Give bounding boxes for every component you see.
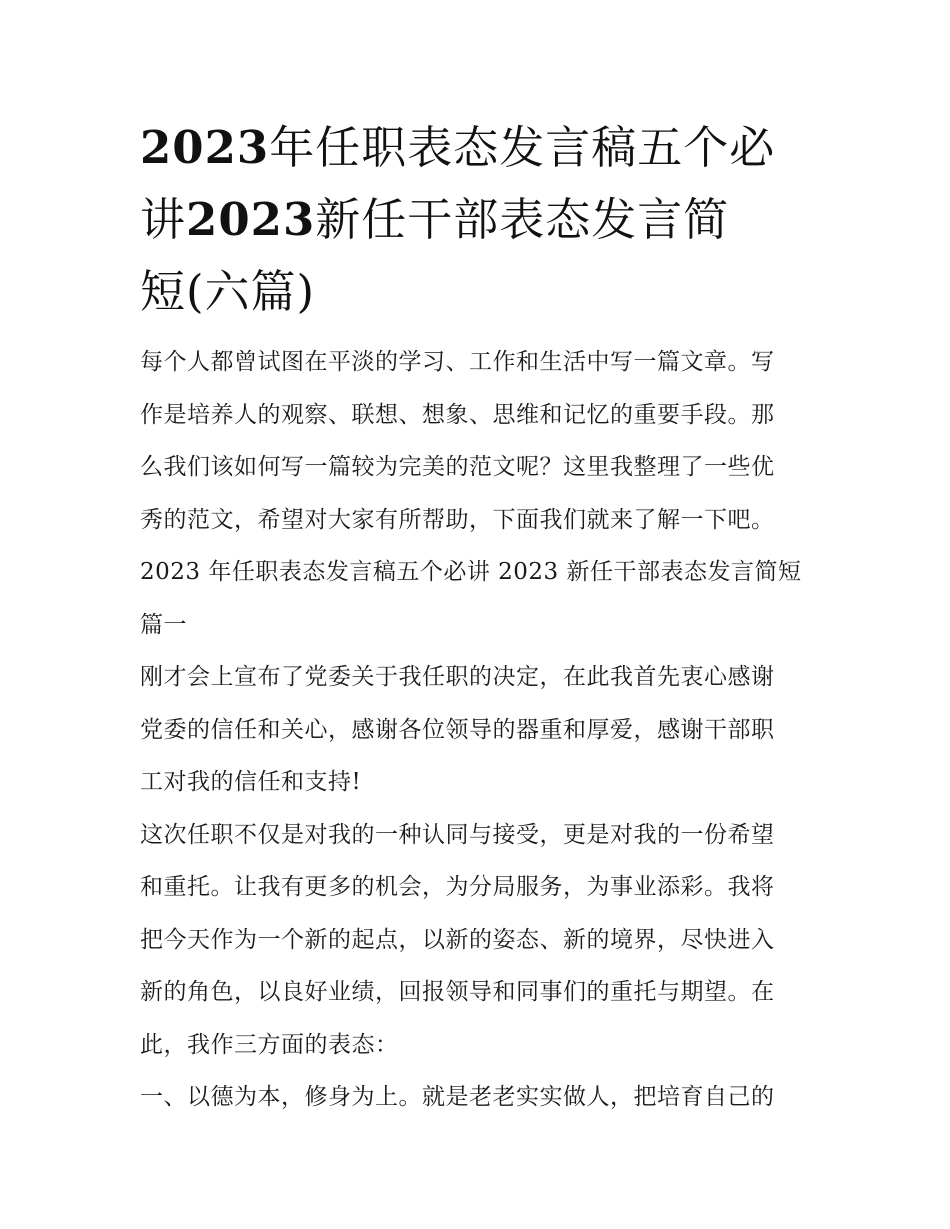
text-line: 刚才会上宣布了党委关于我任职的决定，在此我首先衷心感谢	[140, 664, 775, 690]
title-year: 2023	[186, 193, 316, 246]
document-title	[140, 112, 812, 328]
text-line: 秀的范文，希望对大家有所帮助，下面我们就来了解一下吧。	[140, 506, 775, 533]
text-line: 这次任职不仅是对我的一种认同与接受，更是对我的一份希望	[140, 821, 775, 848]
subtitle-paragraph	[140, 546, 812, 599]
text-line: 此，我作三方面的表态：	[140, 1031, 399, 1058]
text-line: 每个人都曾试图在平淡的学习、工作和生活中写一篇文章。写	[140, 349, 775, 375]
text-line: 新的角色，以良好业绩，回报领导和同事们的重托与期望。在	[140, 979, 775, 1005]
intro-paragraph	[140, 336, 812, 546]
text-line: 作是培养人的观察、联想、想象、思维和记忆的重要手段。那	[140, 401, 775, 428]
title-text: 新任干部表态发言简	[315, 193, 730, 246]
body-paragraph	[140, 651, 812, 809]
text-line: 和重托。让我有更多的机会，为分局服务，为事业添彩。我将	[140, 874, 775, 900]
title-text: 短(六篇)	[140, 265, 316, 318]
section-heading	[140, 599, 812, 652]
text-line: 2023 年任职表态发言稿五个必讲 2023 新任干部表态发言简短	[140, 559, 802, 585]
body-paragraph	[140, 809, 812, 1072]
text-line: 党委的信任和关心，感谢各位领导的器重和厚爱，感谢干部职	[140, 716, 775, 743]
text-line: 么我们该如何写一篇较为完美的范文呢？这里我整理了一些优	[140, 454, 775, 480]
title-line-3	[140, 256, 812, 328]
title-prefix: 讲	[140, 193, 187, 246]
text-line: 篇一	[140, 611, 187, 638]
text-line: 把今天作为一个新的起点，以新的姿态、新的境界，尽快进入	[140, 926, 775, 953]
text-line: 一、以德为本，修身为上。就是老老实实做人，把培育自己的	[140, 1084, 775, 1110]
text-line: 工对我的信任和支持!	[140, 769, 362, 795]
document-content	[140, 112, 812, 1124]
title-line-1	[140, 112, 812, 184]
title-text: 年任职表态发言稿五个必	[269, 121, 776, 174]
title-year: 2023	[140, 121, 270, 174]
title-line-2	[140, 184, 812, 256]
body-paragraph	[140, 1071, 812, 1124]
